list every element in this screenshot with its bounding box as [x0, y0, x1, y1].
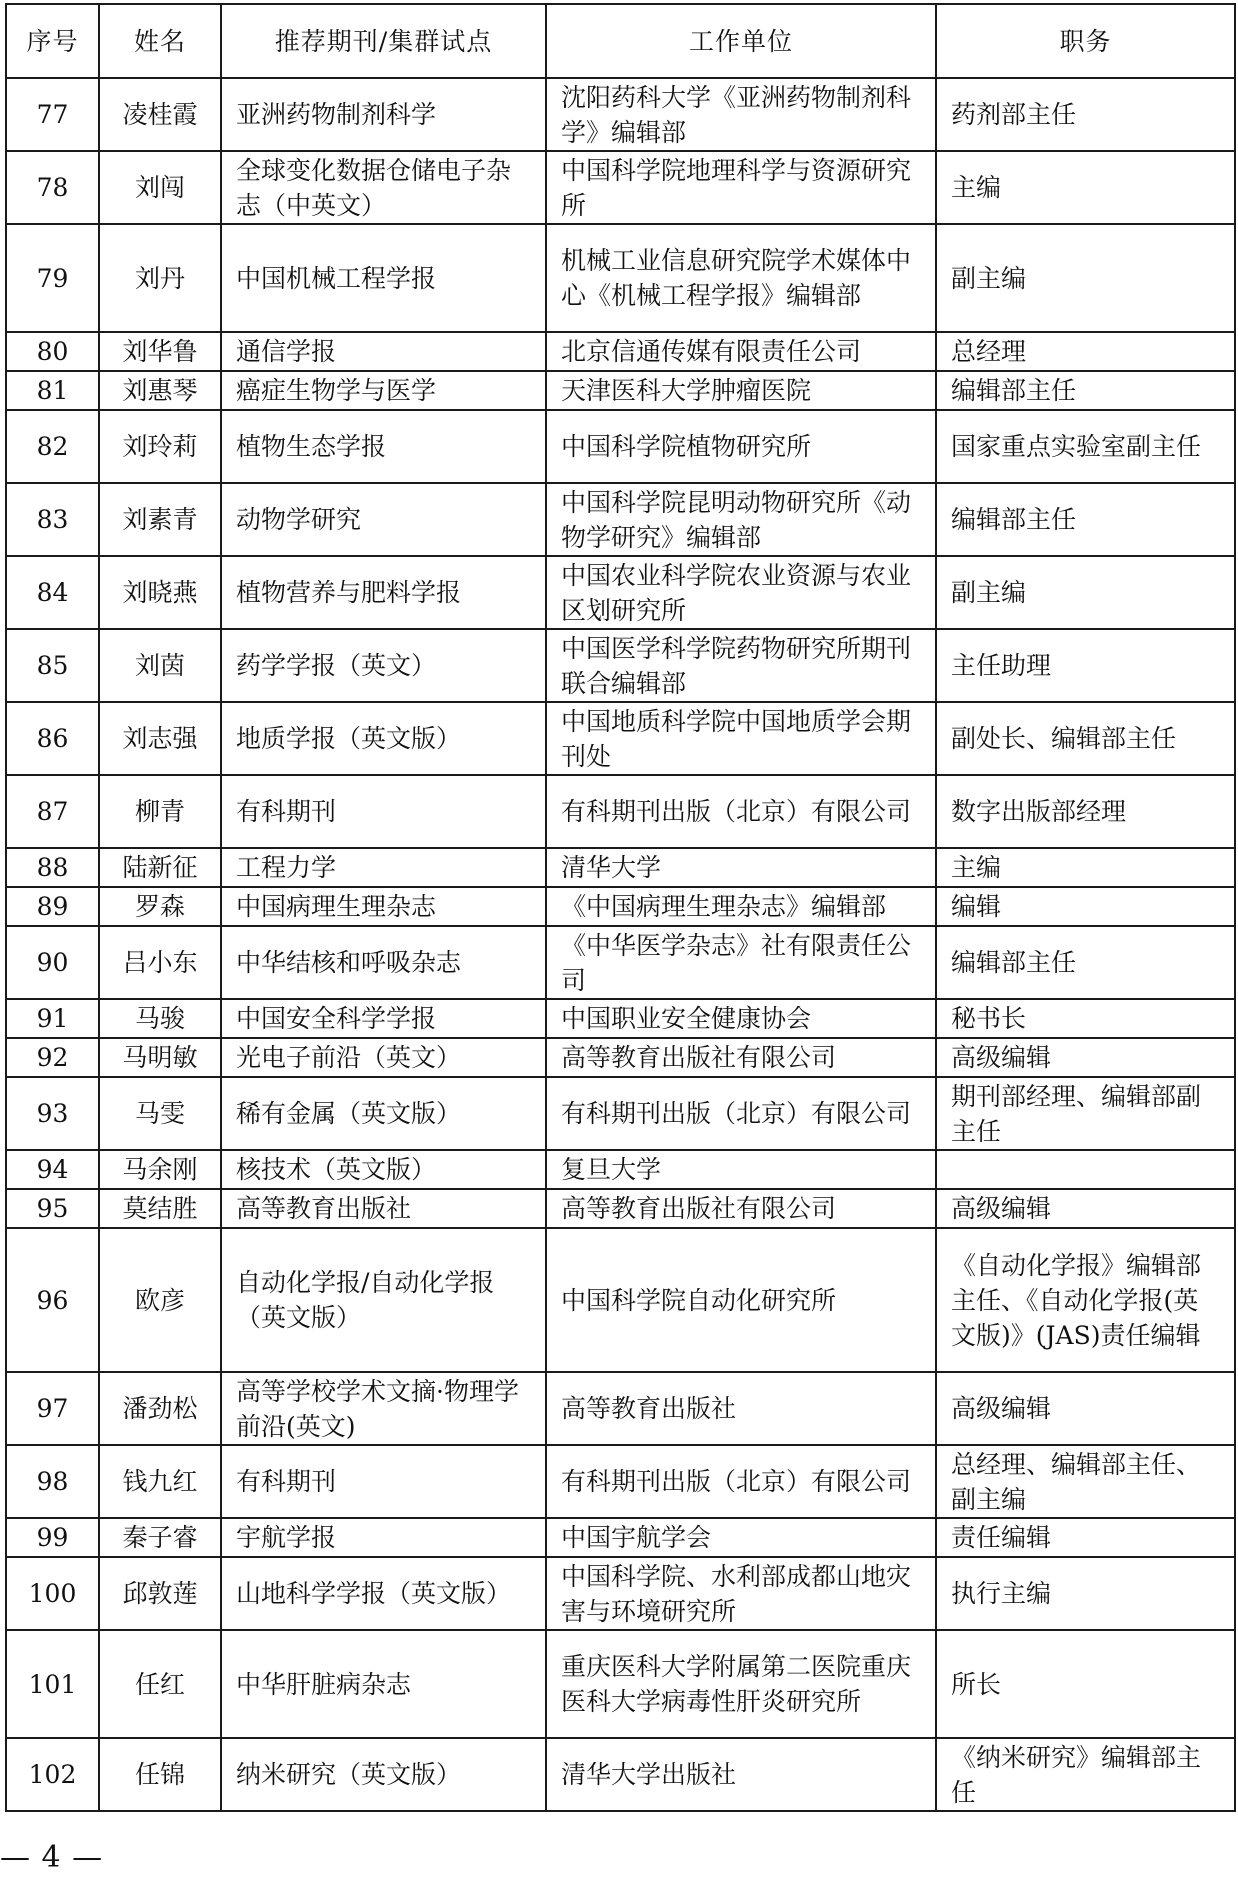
- row-number: 77: [6, 78, 99, 151]
- row-number: 81: [6, 371, 99, 410]
- row-unit: 有科期刊出版（北京）有限公司: [546, 775, 936, 848]
- row-unit: 有科期刊出版（北京）有限公司: [546, 1445, 936, 1518]
- table-row: [6, 1557, 1235, 1630]
- row-unit: 清华大学出版社: [546, 1738, 936, 1811]
- row-unit: 中国宇航学会: [546, 1518, 936, 1557]
- table-row: [6, 151, 1235, 224]
- table-row: [6, 556, 1235, 629]
- row-journal: 全球变化数据仓储电子杂志（中英文）: [221, 151, 546, 224]
- row-post: 总经理: [936, 332, 1235, 371]
- table-row: [6, 887, 1235, 926]
- table-row: [6, 78, 1235, 151]
- row-number: 95: [6, 1189, 99, 1228]
- row-journal: 通信学报: [221, 332, 546, 371]
- row-unit: 机械工业信息研究院学术媒体中心《机械工程学报》编辑部: [546, 224, 936, 332]
- row-number: 98: [6, 1445, 99, 1518]
- row-post: 《纳米研究》编辑部主任: [936, 1738, 1235, 1811]
- row-unit: 重庆医科大学附属第二医院重庆医科大学病毒性肝炎研究所: [546, 1630, 936, 1738]
- row-post: 编辑部主任: [936, 926, 1235, 999]
- header-number: 序号: [6, 4, 99, 78]
- table-row: [6, 1518, 1235, 1557]
- row-number: 80: [6, 332, 99, 371]
- row-post: 数字出版部经理: [936, 775, 1235, 848]
- row-name: 马余刚: [99, 1150, 221, 1189]
- row-post: 主编: [936, 848, 1235, 887]
- row-name: 邱敦莲: [99, 1557, 221, 1630]
- row-journal: 地质学报（英文版）: [221, 702, 546, 775]
- table-row: [6, 848, 1235, 887]
- row-number: 78: [6, 151, 99, 224]
- row-number: 90: [6, 926, 99, 999]
- row-post: 期刊部经理、编辑部副主任: [936, 1077, 1235, 1150]
- table-row: [6, 1150, 1235, 1189]
- table-row: [6, 1738, 1235, 1811]
- row-number: 83: [6, 483, 99, 556]
- row-unit: 中国科学院、水利部成都山地灾害与环境研究所: [546, 1557, 936, 1630]
- row-post: 药剂部主任: [936, 78, 1235, 151]
- row-number: 91: [6, 999, 99, 1038]
- row-unit: 中国职业安全健康协会: [546, 999, 936, 1038]
- row-name: 刘玲莉: [99, 410, 221, 483]
- row-post: 总经理、编辑部主任、副主编: [936, 1445, 1235, 1518]
- row-post: 高级编辑: [936, 1038, 1235, 1077]
- row-journal: 自动化学报/自动化学报（英文版）: [221, 1228, 546, 1372]
- row-name: 潘劲松: [99, 1372, 221, 1445]
- table-row: [6, 926, 1235, 999]
- row-journal: 高等学校学术文摘·物理学前沿(英文): [221, 1372, 546, 1445]
- row-unit: 中国科学院自动化研究所: [546, 1228, 936, 1372]
- row-number: 102: [6, 1738, 99, 1811]
- row-unit: 清华大学: [546, 848, 936, 887]
- row-journal: 中国病理生理杂志: [221, 887, 546, 926]
- row-unit: 高等教育出版社: [546, 1372, 936, 1445]
- row-journal: 中华结核和呼吸杂志: [221, 926, 546, 999]
- row-journal: 纳米研究（英文版）: [221, 1738, 546, 1811]
- table-header-row: [6, 4, 1235, 78]
- row-journal: 核技术（英文版）: [221, 1150, 546, 1189]
- row-name: 马雯: [99, 1077, 221, 1150]
- row-post: 副处长、编辑部主任: [936, 702, 1235, 775]
- table-row: [6, 999, 1235, 1038]
- row-journal: 中华肝脏病杂志: [221, 1630, 546, 1738]
- row-name: 钱九红: [99, 1445, 221, 1518]
- row-name: 刘华鲁: [99, 332, 221, 371]
- header-name: 姓名: [99, 4, 221, 78]
- row-unit: 中国农业科学院农业资源与农业区划研究所: [546, 556, 936, 629]
- row-journal: 光电子前沿（英文）: [221, 1038, 546, 1077]
- row-number: 84: [6, 556, 99, 629]
- table-row: [6, 371, 1235, 410]
- row-number: 94: [6, 1150, 99, 1189]
- row-post: 副主编: [936, 556, 1235, 629]
- row-number: 93: [6, 1077, 99, 1150]
- row-unit: 中国科学院地理科学与资源研究所: [546, 151, 936, 224]
- row-name: 马明敏: [99, 1038, 221, 1077]
- row-unit: 有科期刊出版（北京）有限公司: [546, 1077, 936, 1150]
- row-name: 陆新征: [99, 848, 221, 887]
- row-unit: 高等教育出版社有限公司: [546, 1038, 936, 1077]
- table-row: [6, 629, 1235, 702]
- row-unit: 复旦大学: [546, 1150, 936, 1189]
- row-journal: 动物学研究: [221, 483, 546, 556]
- row-post: 编辑: [936, 887, 1235, 926]
- row-journal: 有科期刊: [221, 775, 546, 848]
- row-name: 刘闯: [99, 151, 221, 224]
- row-number: 101: [6, 1630, 99, 1738]
- row-name: 罗森: [99, 887, 221, 926]
- row-journal: 癌症生物学与医学: [221, 371, 546, 410]
- row-unit: 中国医学科学院药物研究所期刊联合编辑部: [546, 629, 936, 702]
- row-number: 96: [6, 1228, 99, 1372]
- row-unit: 沈阳药科大学《亚洲药物制剂科学》编辑部: [546, 78, 936, 151]
- row-name: 吕小东: [99, 926, 221, 999]
- page-number: — 4 —: [0, 1840, 104, 1875]
- row-number: 87: [6, 775, 99, 848]
- table-row: [6, 1189, 1235, 1228]
- row-unit: 北京信通传媒有限责任公司: [546, 332, 936, 371]
- row-number: 89: [6, 887, 99, 926]
- editor-roster-table: [5, 3, 1236, 1812]
- row-number: 92: [6, 1038, 99, 1077]
- row-number: 99: [6, 1518, 99, 1557]
- table-row: [6, 1372, 1235, 1445]
- table-row: [6, 1038, 1235, 1077]
- table-row: [6, 332, 1235, 371]
- row-unit: 天津医科大学肿瘤医院: [546, 371, 936, 410]
- row-post: 高级编辑: [936, 1372, 1235, 1445]
- row-post: 秘书长: [936, 999, 1235, 1038]
- row-post: 主编: [936, 151, 1235, 224]
- row-post: 所长: [936, 1630, 1235, 1738]
- table-row: [6, 1228, 1235, 1372]
- row-post: 《自动化学报》编辑部主任、《自动化学报(英文版)》(JAS)责任编辑: [936, 1228, 1235, 1372]
- row-name: 莫结胜: [99, 1189, 221, 1228]
- row-journal: 中国机械工程学报: [221, 224, 546, 332]
- row-name: 凌桂霞: [99, 78, 221, 151]
- row-journal: 工程力学: [221, 848, 546, 887]
- table-row: [6, 1077, 1235, 1150]
- row-post: 副主编: [936, 224, 1235, 332]
- row-number: 82: [6, 410, 99, 483]
- row-journal: 中国安全科学学报: [221, 999, 546, 1038]
- row-journal: 植物生态学报: [221, 410, 546, 483]
- table-row: [6, 702, 1235, 775]
- row-unit: 中国科学院昆明动物研究所《动物学研究》编辑部: [546, 483, 936, 556]
- row-post: 高级编辑: [936, 1189, 1235, 1228]
- row-unit: 高等教育出版社有限公司: [546, 1189, 936, 1228]
- row-post: 主任助理: [936, 629, 1235, 702]
- row-name: 刘晓燕: [99, 556, 221, 629]
- row-number: 85: [6, 629, 99, 702]
- row-post: 编辑部主任: [936, 483, 1235, 556]
- row-number: 100: [6, 1557, 99, 1630]
- row-name: 柳青: [99, 775, 221, 848]
- row-post: 责任编辑: [936, 1518, 1235, 1557]
- table-row: [6, 483, 1235, 556]
- row-journal: 高等教育出版社: [221, 1189, 546, 1228]
- row-name: 刘志强: [99, 702, 221, 775]
- row-post: [936, 1150, 1235, 1189]
- table-row: [6, 1445, 1235, 1518]
- row-journal: 药学学报（英文）: [221, 629, 546, 702]
- row-journal: 稀有金属（英文版）: [221, 1077, 546, 1150]
- row-journal: 植物营养与肥料学报: [221, 556, 546, 629]
- row-number: 79: [6, 224, 99, 332]
- table-row: [6, 775, 1235, 848]
- row-name: 欧彦: [99, 1228, 221, 1372]
- row-unit: 中国地质科学院中国地质学会期刊处: [546, 702, 936, 775]
- row-unit: 《中国病理生理杂志》编辑部: [546, 887, 936, 926]
- row-number: 86: [6, 702, 99, 775]
- row-name: 任锦: [99, 1738, 221, 1811]
- table-row: [6, 410, 1235, 483]
- row-name: 任红: [99, 1630, 221, 1738]
- table-row: [6, 1630, 1235, 1738]
- row-journal: 有科期刊: [221, 1445, 546, 1518]
- header-unit: 工作单位: [546, 4, 936, 78]
- row-journal: 亚洲药物制剂科学: [221, 78, 546, 151]
- row-post: 编辑部主任: [936, 371, 1235, 410]
- row-unit: 《中华医学杂志》社有限责任公司: [546, 926, 936, 999]
- row-name: 刘丹: [99, 224, 221, 332]
- header-journal: 推荐期刊/集群试点: [221, 4, 546, 78]
- row-name: 刘茵: [99, 629, 221, 702]
- row-post: 执行主编: [936, 1557, 1235, 1630]
- row-journal: 山地科学学报（英文版）: [221, 1557, 546, 1630]
- row-number: 88: [6, 848, 99, 887]
- row-unit: 中国科学院植物研究所: [546, 410, 936, 483]
- row-journal: 宇航学报: [221, 1518, 546, 1557]
- row-name: 马骏: [99, 999, 221, 1038]
- table-row: [6, 224, 1235, 332]
- row-number: 97: [6, 1372, 99, 1445]
- row-name: 刘惠琴: [99, 371, 221, 410]
- row-name: 刘素青: [99, 483, 221, 556]
- row-post: 国家重点实验室副主任: [936, 410, 1235, 483]
- row-name: 秦子睿: [99, 1518, 221, 1557]
- header-post: 职务: [936, 4, 1235, 78]
